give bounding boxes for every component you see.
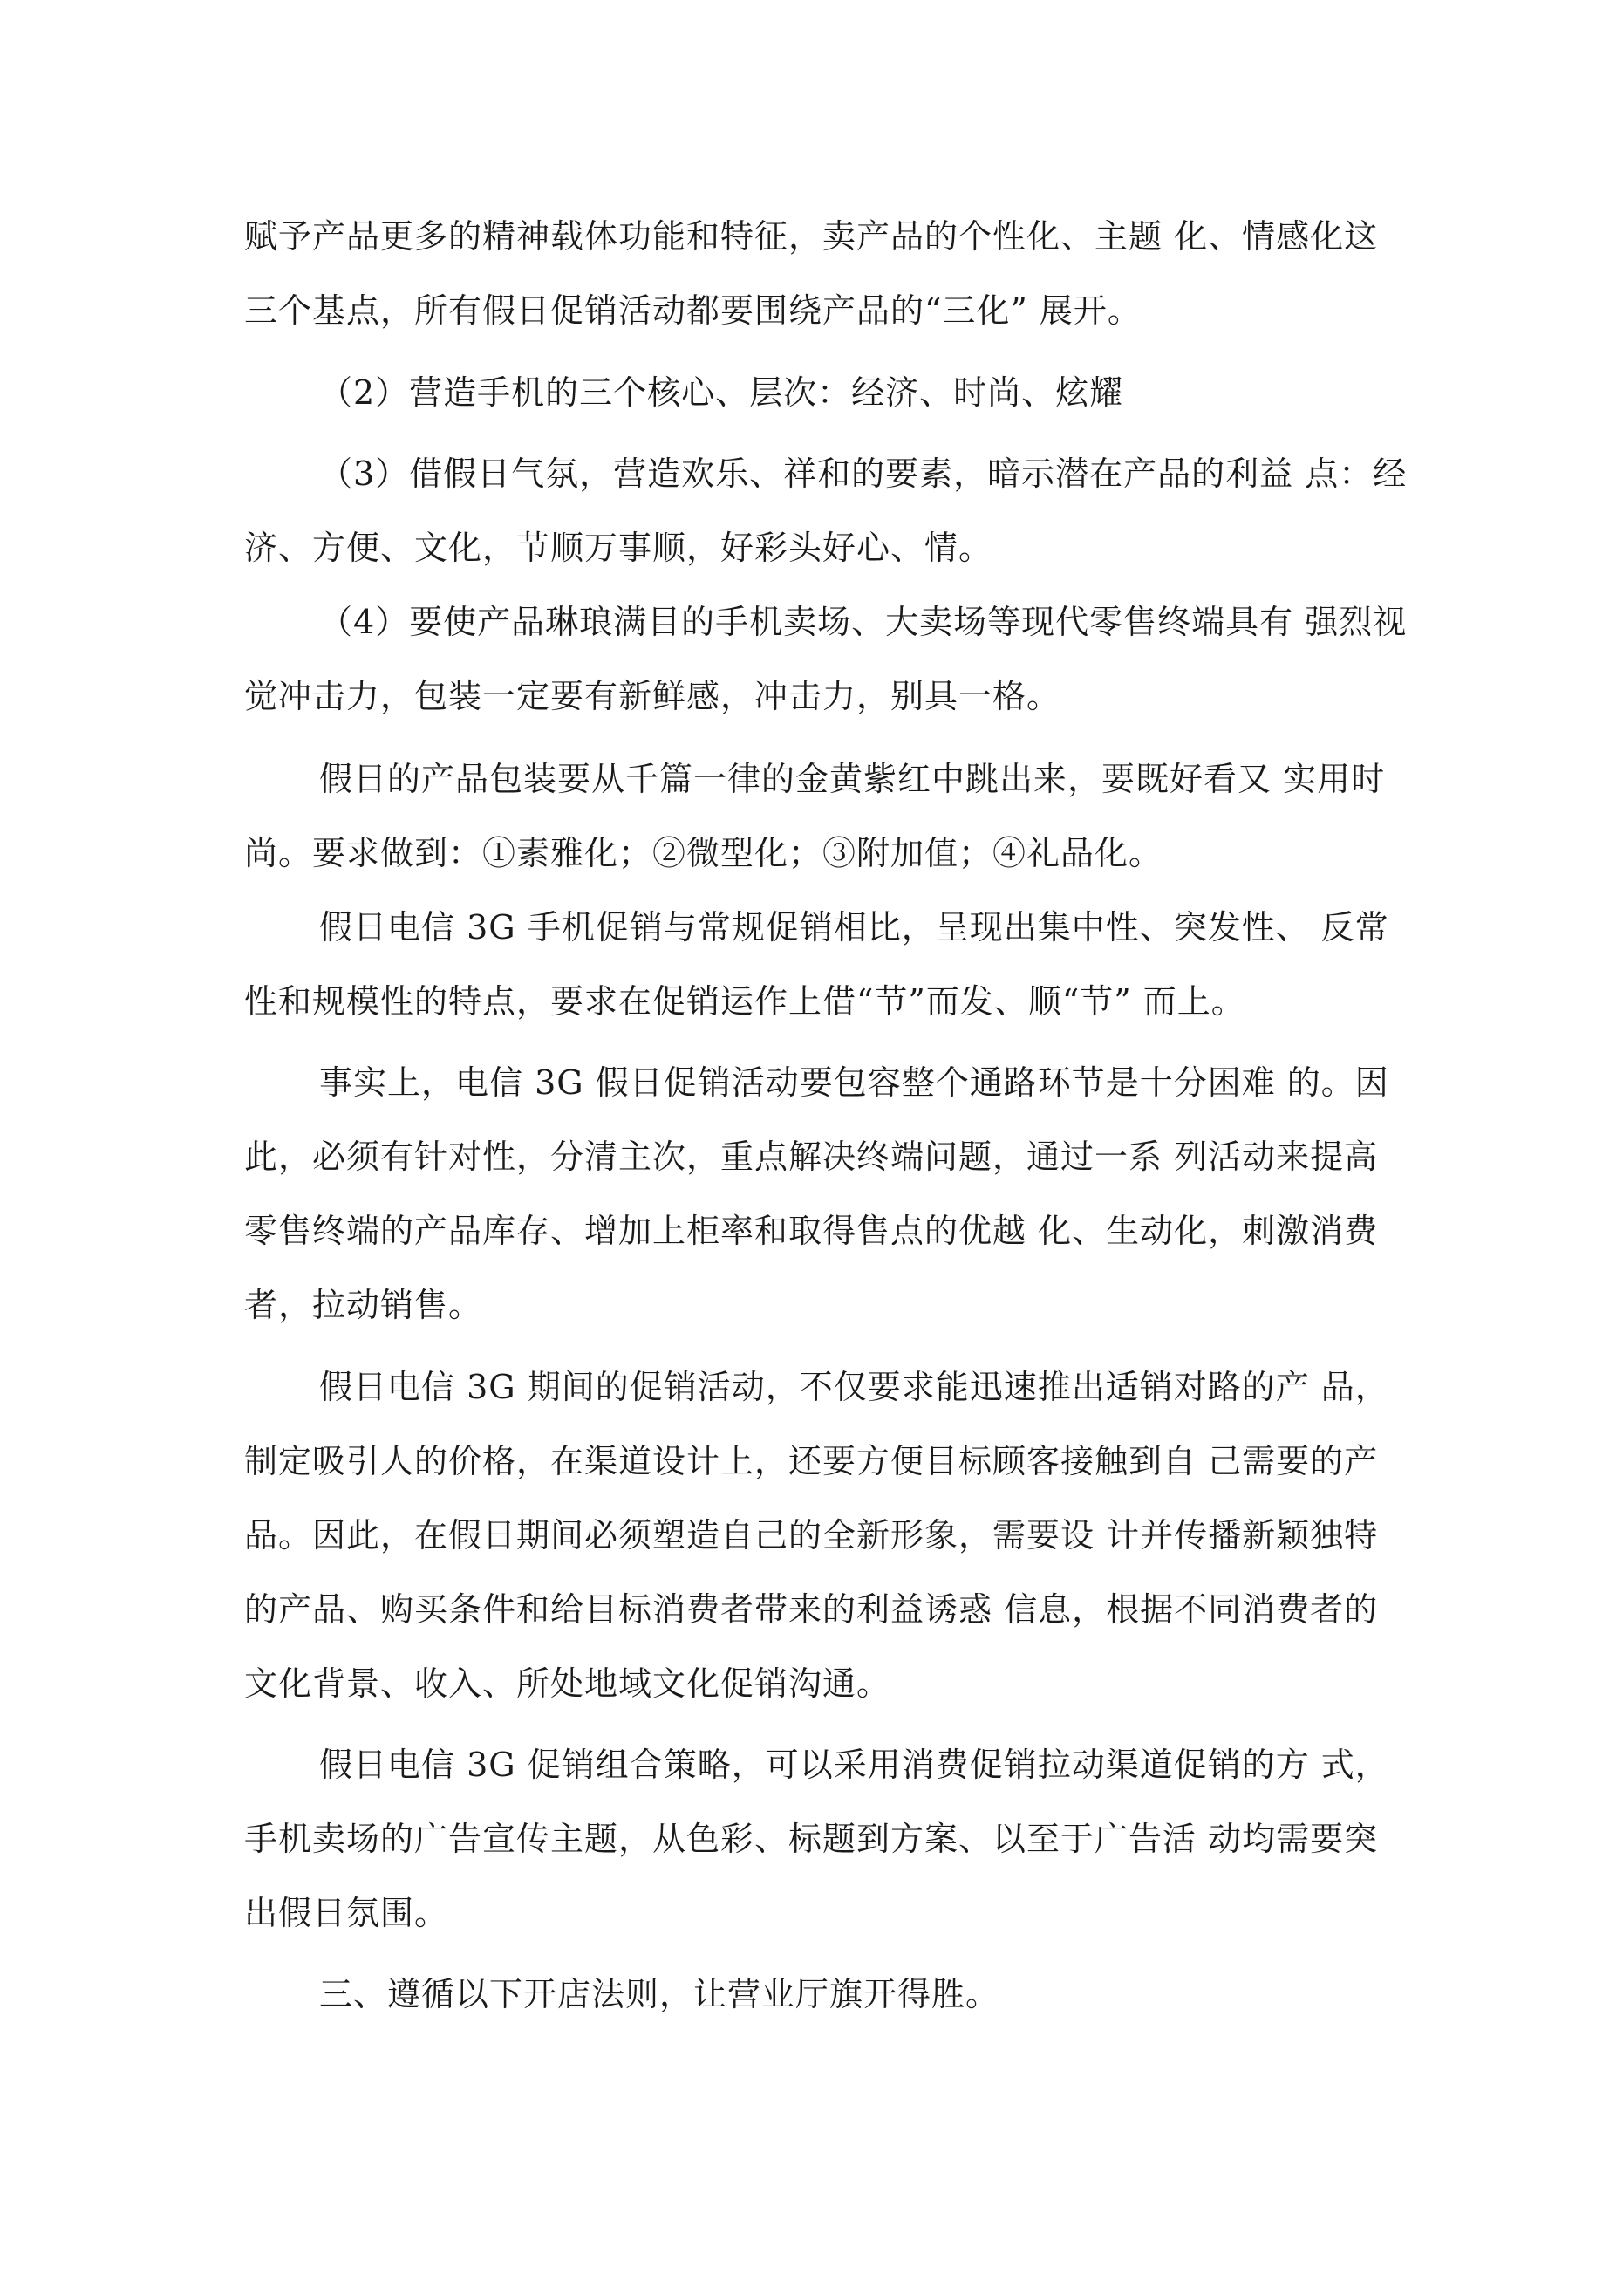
- text-line: 事实上，电信 3G 假日促销活动要包容整个通路环节是十分困难 的。因: [319, 1063, 1389, 1102]
- text-line: 假日电信 3G 促销组合策略，可以采用消费促销拉动渠道促销的方 式，: [319, 1746, 1389, 1784]
- text-line: 文化背景、收入、所处地域文化促销沟通。: [244, 1664, 891, 1703]
- text-line: 制定吸引人的价格，在渠道设计上，还要方便目标顾客接触到自 己需要的产: [244, 1442, 1379, 1480]
- text-line: 假日电信 3G 期间的促销活动，不仅要求能迅速推出适销对路的产 品，: [319, 1368, 1389, 1406]
- text-line: 手机卖场的广告宣传主题，从色彩、标题到方案、以至于广告活 动均需要突: [244, 1820, 1379, 1858]
- text-line: 尚。要求做到：①素雅化；②微型化；③附加值；④礼品化。: [244, 834, 1163, 872]
- text-line: 零售终端的产品库存、增加上柜率和取得售点的优越 化、生动化，刺激消费: [244, 1212, 1379, 1250]
- text-line: 三个基点，所有假日促销活动都要围绕产品的“三化” 展开。: [244, 291, 1142, 330]
- text-line: 假日的产品包装要从千篇一律的金黄紫红中跳出来，要既好看又 实用时: [319, 760, 1386, 798]
- text-line: 觉冲击力，包装一定要有新鲜感，冲击力，别具一格。: [244, 677, 1061, 715]
- text-line: （4）要使产品琳琅满目的手机卖场、大卖场等现代零售终端具有 强烈视: [319, 603, 1408, 641]
- section-heading: 三、遵循以下开店法则，让营业厅旗开得胜。: [319, 1975, 1000, 2013]
- text-line: 此，必须有针对性，分清主次，重点解决终端问题，通过一系 列活动来提高: [244, 1138, 1379, 1176]
- text-line: （2）营造手机的三个核心、层次：经济、时尚、炫耀: [319, 373, 1124, 412]
- text-line: 济、方便、文化，节顺万事顺，好彩头好心、情。: [244, 529, 993, 567]
- text-line: 出假日氛围。: [244, 1894, 449, 1932]
- text-line: 性和规模性的特点，要求在促销运作上借“节”而发、顺“节” 而上。: [244, 982, 1245, 1021]
- text-line: 者，拉动销售。: [244, 1286, 483, 1324]
- text-line: 的产品、购买条件和给目标消费者带来的利益诱惑 信息，根据不同消费者的: [244, 1590, 1379, 1629]
- text-line: 假日电信 3G 手机促销与常规促销相比，呈现出集中性、突发性、 反常: [319, 908, 1389, 946]
- text-line: 赋予产品更多的精神载体功能和特征，卖产品的个性化、主题 化、情感化这: [244, 217, 1379, 256]
- text-line: （3）借假日气氛，营造欢乐、祥和的要素，暗示潜在产品的利益 点：经: [319, 454, 1408, 493]
- text-line: 品。因此，在假日期间必须塑造自己的全新形象，需要设 计并传播新颖独特: [244, 1516, 1379, 1555]
